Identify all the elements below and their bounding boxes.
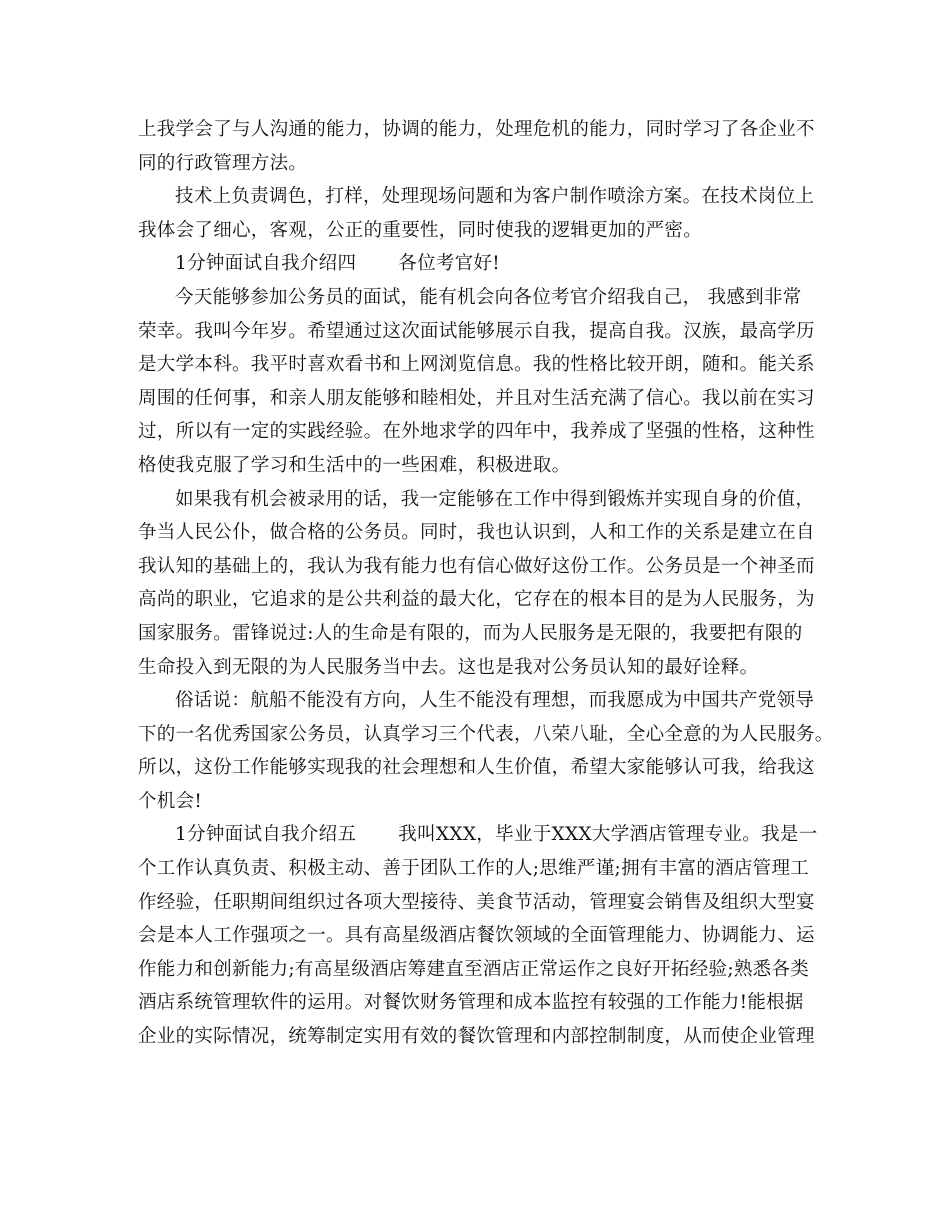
text-line: 是大学本科。我平时喜欢看书和上网浏览信息。我的性格比较开朗，随和。能关系 <box>138 354 815 376</box>
text-line: 我体会了细心，客观，公正的重要性，同时使我的逻辑更加的严密。 <box>138 219 703 241</box>
text-line: 作能力和创新能力;有高星级酒店筹建直至酒店正常运作之良好开拓经验;熟悉各类 <box>138 958 810 980</box>
text-line: 争当人民公仆，做合格的公务员。同时，我也认识到，人和工作的关系是建立在自 <box>138 522 815 544</box>
text-line: 个工作认真负责、积极主动、善于团队工作的人;思维严谨;拥有丰富的酒店管理工 <box>138 858 810 880</box>
text-line: 酒店系统管理软件的运用。对餐饮财务管理和成本监控有较强的工作能力!能根据 <box>138 992 804 1014</box>
heading-title: 1分钟面试自我介绍五 <box>175 824 357 846</box>
text-line: 作经验，任职期间组织过各项大型接待、美食节活动，管理宴会销售及组织大型宴 <box>138 891 815 913</box>
text-line: 个机会! <box>138 790 203 812</box>
text-line: 下的一名优秀国家公务员，认真学习三个代表，八荣八耻，全心全意的为人民服务。 <box>138 723 834 745</box>
text-line: 国家服务。雷锋说过:人的生命是有限的，而为人民服务是无限的，我要把有限的 <box>138 622 803 644</box>
text-line: 所以，这份工作能够实现我的社会理想和人生价值，希望大家能够认可我，给我这 <box>138 757 815 779</box>
text-line: 今天能够参加公务员的面试，能有机会向各位考官介绍我自己， 我感到非常 <box>175 286 802 308</box>
text-line: 上我学会了与人沟通的能力，协调的能力，处理危机的能力，同时学习了各企业不 <box>138 119 815 140</box>
text-line: 生命投入到无限的为人民服务当中去。这也是我对公务员认知的最好诠释。 <box>138 656 759 678</box>
section-heading-5 <box>138 818 828 852</box>
text-line: 如果我有机会被录用的话，我一定能够在工作中得到锻炼并实现自身的价值， <box>175 488 815 510</box>
section-heading-4 <box>138 247 828 281</box>
text-line: 过，所以有一定的实践经验。在外地求学的四年中，我养成了坚强的性格，这种性 <box>138 421 815 443</box>
text-line: 格使我克服了学习和生活中的一些困难，积极进取。 <box>138 454 571 476</box>
text-line: 高尚的职业，它追求的是公共利益的最大化，它存在的根本目的是为人民服务，为 <box>138 589 815 611</box>
document-body <box>138 113 834 1054</box>
heading-title: 1分钟面试自我介绍四 <box>175 253 357 275</box>
text-line: 会是本人工作强项之一。具有高星级酒店餐饮领域的全面管理能力、协调能力、运 <box>138 925 815 947</box>
heading-greeting: 各位考官好! <box>398 253 501 275</box>
text-line: 周围的任何事，和亲人朋友能够和睦相处，并且对生活充满了信心。我以前在实习 <box>138 387 815 409</box>
heading-text: 我叫XXX，毕业于XXX大学酒店管理专业。我是一 <box>398 824 818 846</box>
text-line: 俗话说：航船不能没有方向，人生不能没有理想，而我愿成为中国共产党领导 <box>175 690 815 712</box>
text-line: 我认知的基础上的，我认为我有能力也有信心做好这份工作。公务员是一个神圣而 <box>138 555 815 577</box>
text-line: 同的行政管理方法。 <box>138 152 308 174</box>
text-line: 企业的实际情况，统筹制定实用有效的餐饮管理和内部控制制度，从而使企业管理 <box>138 1026 815 1048</box>
text-line: 荣幸。我叫今年岁。希望通过这次面试能够展示自我，提高自我。汉族，最高学历 <box>138 320 815 342</box>
text-line: 技术上负责调色，打样，处理现场问题和为客户制作喷涂方案。在技术岗位上 <box>175 186 815 208</box>
